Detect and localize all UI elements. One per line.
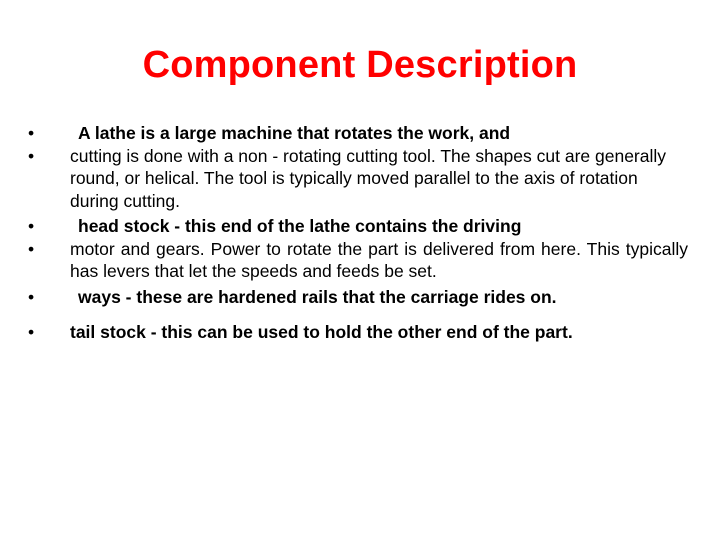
bullet-text: ways - these are hardened rails that the carriage rides on. — [78, 286, 557, 307]
bullet-icon: • — [28, 238, 35, 259]
bullet-item-lathe-intro — [28, 122, 688, 145]
bullet-text: motor and gears. Power to rotate the part is delivered from here. This typically has levers that let the speeds and feeds be set. — [70, 238, 688, 281]
bullet-item-cutting — [28, 145, 688, 213]
bullet-text: head stock - this end of the lathe contains the driving — [78, 216, 522, 236]
bullet-list — [28, 122, 688, 344]
bullet-text: tail stock - this can be used to hold the other end of the part. — [70, 322, 573, 342]
bullet-item-tail-stock — [28, 321, 688, 344]
bullet-icon: • — [28, 322, 35, 342]
bullet-item-motor — [28, 238, 688, 283]
bullet-item-head-stock — [28, 215, 688, 238]
slide-title: Component Description — [142, 44, 578, 86]
bullet-item-ways — [28, 286, 688, 309]
bullet-icon: • — [28, 123, 35, 143]
bullet-text: A lathe is a large machine that rotates the work, and — [78, 123, 511, 143]
bullet-icon: • — [28, 145, 35, 166]
bullet-icon: • — [28, 216, 35, 236]
bullet-text: cutting is done with a non - rotating cutting tool. The shapes cut are generally round, or helical. The tool is typically moved parallel to the axis of rotation during cutting. — [70, 145, 667, 211]
bullet-icon: • — [28, 286, 35, 307]
